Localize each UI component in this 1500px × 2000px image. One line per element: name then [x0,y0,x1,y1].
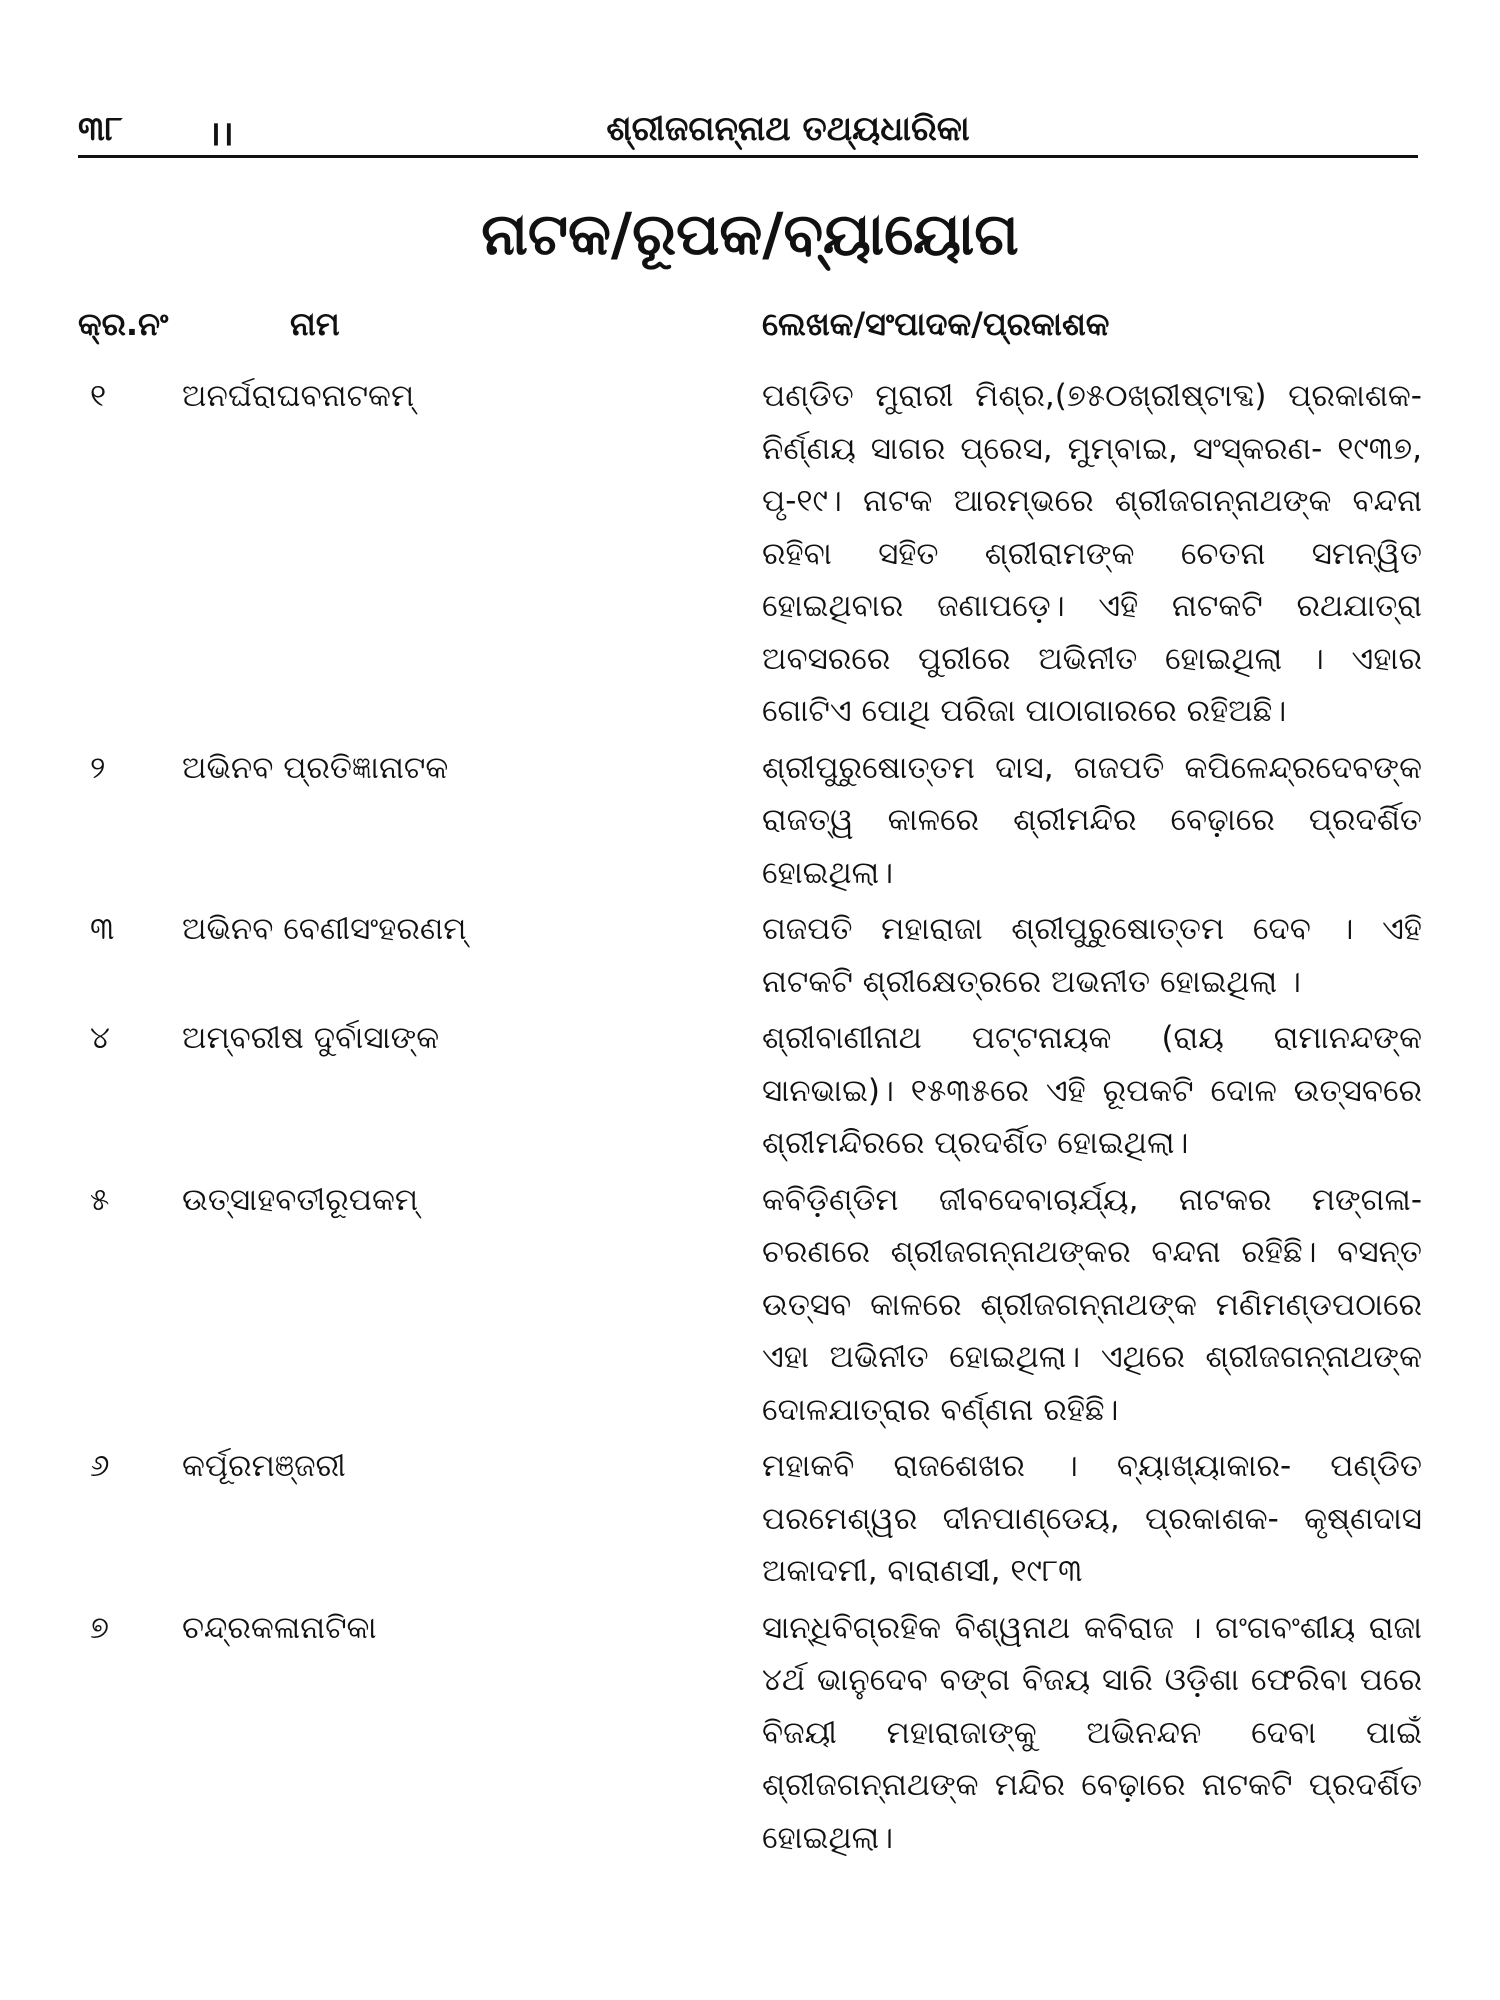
list-item [0,370,1500,742]
list-item [0,903,1500,1012]
book-title: ଶ୍ରୀଜଗନ୍ନାଥ ତଥ୍ୟଧାରିକା [606,109,970,149]
list-item [0,1174,1500,1441]
list-item [0,1440,1500,1602]
entries-list [0,370,1500,1868]
entry-name: ଉତ୍ସାହବତୀରୂପକମ୍ [182,1181,419,1218]
entry-number: ୭ [90,1609,109,1646]
entry-number: ୫ [90,1181,110,1218]
entry-number: ୧ [90,378,107,414]
column-header-author: ଲେଖକ/ସଂପାଦକ/ପ୍ରକାଶକ [762,305,1110,343]
entry-name: ଚନ୍ଦ୍ରକଳାନାଟିକା [182,1609,377,1646]
entry-description: ଶ୍ରୀପୁରୁଷୋତ୍ତମ ଦାସ, ଗଜପତି କପିଳେନ୍ଦ୍ରଦେବଙ୍କ ରାଜତ୍ୱ କାଳରେ ଶ୍ରୀମନ୍ଦିର ବେଢ଼ାରେ ପ୍ରଦର୍ଶିତ ହୋଇଥିଲା। [762,749,1422,891]
column-header-number: କ୍ର.ନଂ [78,305,169,343]
list-item [0,1602,1500,1869]
entry-description: ମହାକବି ରାଜଶେଖର । ବ୍ୟାଖ୍ୟାକାର- ପଣ୍ଡିତ ପରମେଶ୍ୱର ଦୀନପାଣ୍ଡେୟ, ପ୍ରକାଶକ- କୃଷ୍ଣଦାସ ଅକାଦମୀ, ବାରାଣସୀ, ୧୯୮୩ [762,1448,1422,1589]
entry-name: ଅମ୍ବରୀଷ ଦୁର୍ବାସାଙ୍କ [182,1020,440,1056]
running-header [78,105,1418,158]
header-separator: ।। [208,114,234,154]
list-item [0,742,1500,904]
page-number: ୩୮ [78,109,123,149]
column-header-name: ନାମ [290,305,340,343]
entry-name: ଅନର୍ଘରାଘବନାଟକମ୍ [182,378,415,414]
entry-number: ୬ [90,1448,110,1484]
entry-description: ଗଜପତି ମହାରାଜା ଶ୍ରୀପୁରୁଷୋତ୍ତମ ଦେବ । ଏହି ନାଟକଟି ଶ୍ରୀକ୍ଷେତ୍ରରେ ଅଭନୀତ ହୋଇଥିଲା । [762,911,1422,1000]
entry-name: କର୍ପୂରମଞ୍ଜରୀ [182,1448,346,1484]
entry-number: ୨ [90,749,106,786]
entry-description: ପଣ୍ଡିତ ମୁରାରୀ ମିଶ୍ର,(୭୫୦ଖ୍ରୀଷ୍ଟାବ୍ଦ) ପ୍ରକାଶକ- ନିର୍ଣ୍ଣୟ ସାଗର ପ୍ରେସ, ମୁମ୍ବାଇ, ସଂସ୍କରଣ- ୧୯୩୭, ପୃ-୧୯। ନାଟକ ଆରମ୍ଭରେ ଶ୍ରୀଜଗନ୍ନାଥଙ୍କ ବନ୍ଦନା ରହିବା ସହିତ ଶ୍ରୀରାମଙ୍କ ଚେତନା ସମନ୍ୱିତ ହୋଇଥିବାର ଜଣାପଡ଼େ। ଏହି ନାଟକଟି ରଥଯାତ୍ରା ଅବସରରେ ପୁରୀରେ ଅଭିନୀତ ହୋଇଥିଲା । ଏହାର ଗୋଟିଏ ପୋଥି ପରିଜା ପାଠାଗାରରେ ରହିଅଛି। [762,378,1422,729]
entry-name: ଅଭିନବ ବେଣୀସଂହରଣମ୍ [182,911,467,947]
entry-description: ଶ୍ରୀବାଣୀନାଥ ପଟ୍ଟନାୟକ (ରାୟ ରାମାନନ୍ଦଙ୍କ ସାନଭାଇ)। ୧୫୩୫ରେ ଏହି ରୂପକଟି ଦୋଳ ଉତ୍ସବରେ ଶ୍ରୀମନ୍ଦିରରେ ପ୍ରଦର୍ଶିତ ହୋଇଥିଲା। [762,1020,1422,1161]
section-title: ନାଟକ/ରୂପକ/ବ୍ୟାୟୋଗ [481,200,1019,268]
entry-number: ୪ [90,1020,110,1056]
entry-number: ୩ [90,911,115,947]
entry-description: ସାନ୍ଧିବିଗ୍ରହିକ ବିଶ୍ୱନାଥ କବିରାଜ । ଗଂଗବଂଶୀୟ ରାଜା ୪ର୍ଥ ଭାନୁଦେବ ବଙ୍ଗ ବିଜୟ ସାରି ଓଡ଼ିଶା ଫେରିବା ପରେ ବିଜୟୀ ମହାରାଜାଙ୍କୁ ଅଭିନନ୍ଦନ ଦେବା ପାଇଁ ଶ୍ରୀଜଗନ୍ନାଥଙ୍କ ମନ୍ଦିର ବେଢ଼ାରେ ନାଟକଟି ପ୍ରଦର୍ଶିତ ହୋଇଥିଲା। [762,1609,1422,1856]
entry-name: ଅଭିନବ ପ୍ରତିଜ୍ଞାନାଟକ [182,749,449,786]
entry-description: କବିଡ଼ିଣ୍ଡିମ ଜୀବଦେବାଚାର୍ଯ୍ୟ, ନାଟକର ମଙ୍ଗଳା- ଚରଣରେ ଶ୍ରୀଜଗନ୍ନାଥଙ୍କର ବନ୍ଦନା ରହିଛି। ବସନ୍ତ ଉତ୍ସବ କାଳରେ ଶ୍ରୀଜଗନ୍ନାଥଙ୍କ ମଣିମଣ୍ଡପଠାରେ ଏହା ଅଭିନୀତ ହୋଇଥିଲା। ଏଥିରେ ଶ୍ରୀଜଗନ୍ନାଥଙ୍କ ଦୋଳଯାତ୍ରାର ବର୍ଣ୍ଣନା ରହିଛି। [762,1181,1422,1428]
list-item [0,1012,1500,1174]
